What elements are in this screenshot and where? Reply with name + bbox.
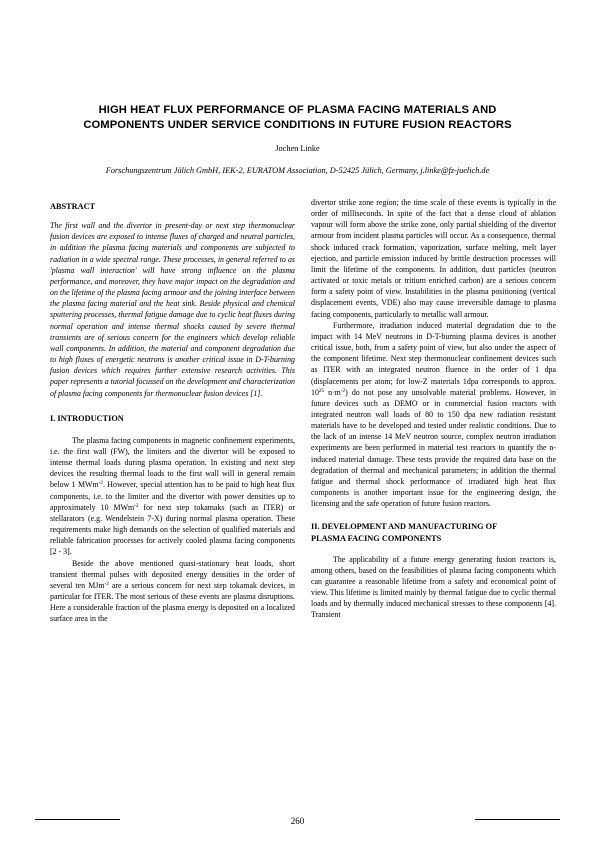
intro-paragraph-2: Beside the above mentioned quasi-stationary heat loads, short transient thermal pulses with deposited energy densities in the order of several ten MJm$^{-2}$ are a serious concern for next step tokamak devices, in particular for ITER. The most serious of these events are plasma disruptions. Here a considerable fraction of the plasma energy is deposited on a localized surface area in the [50,558,295,624]
section-1-heading: I. INTRODUCTION [50,413,124,423]
intro-paragraph-3: divertor strike zone region; the time scale of these events is typically in the order of milliseconds. In spite of the fact that a dense cloud of ablation vapour will form above the strike zone, only partial shielding of the divertor armour from incident plasma particles will occur. As a consequence, thermal shock induced crack formation, vaporization, surface melting, melt layer ejection, and particle emission induced by brittle destruction processes will limit the lifetime of the components. In addition, dust particles (neutron activated or toxic metals or tritium enriched carbon) are a serious concern form a safety point of view. Instabilities in the plasma positioning (vertical displacement events, VDE) also may cause irreversible damage to plasma facing components, particularly to metallic wall armour. [311,198,556,319]
intro-paragraph-1: The plasma facing components in magnetic confinement experiments, i.e. the first wall (FW), the limiters and the divertor will be exposed to intense thermal loads during plasma operation. In existing and next step devices the resulting thermal loads to the first wall will in general remain below 1 MWm$^{-2}$. However, special attention has to be paid to high heat flux components, i.e. to the limiter and the divertor with power densities up to approximately 10 MWm$^{-2}$ for next step tokamaks (such as ITER) or stellarators (e.g. Wendelstein 7-X) during normal plasma operation. These requirements make high demands on the selection of qualified materials and reliable fabrication processes for actively cooled plasma facing components [2 - 3]. [50,435,296,557]
section-2-heading-line-2: PLASMA FACING COMPONENTS [311,533,442,543]
section-2-heading-line-1: II. DEVELOPMENT AND MANUFACTURING OF [311,522,498,532]
right-column [311,197,556,621]
abstract-text: The first wall and the divertor in present-day or next step thermonuclear fusion devices are exposed to intense fluxes of charged and neutral particles, in addition the plasma facing materials and components are subjected to radiation in a wide spectral range. These processes, in general referred to as 'plasma wall interaction' will have strong influence on the plasma performance, and moreover, they have major impact on the degradation and on the lifetime of the plasma facing armour and the joining interface between the plasma facing material and the heat sink. Beside physical and chemical sputtering processes, thermal fatigue damage due to cyclic heat fluxes during normal operation and intense thermal shocks caused by severe thermal transients are of serious concern for the engineers which develop reliable wall components. In addition, the material and component degradation due to high fluxes of energetic neutrons is another critical issue in D-T-burning fusion devices which requires further extensive research activities. This paper represents a tutorial focussed on the development and characterization of plasma facing components for thermonuclear fusion devices [1]. [50,221,295,398]
section-2-paragraph-1: The applicability of a future energy generating fusion reactors is, among others, based on the feasibilities of plasma facing components which can guarantee a reasonable lifetime from a safety and economical point of view. This lifetime is limited mainly by thermal fatigue due to cyclic thermal loads and by thermally induced mechanical stresses to these components [4]. Transient [311,554,556,620]
paper-title [40,103,555,133]
title-line-2: COMPONENTS UNDER SERVICE CONDITIONS IN FUTURE FUSION REACTORS [83,119,512,131]
title-line-1: HIGH HEAT FLUX PERFORMANCE OF PLASMA FACING MATERIALS AND [98,104,497,116]
page-number: 260 [290,816,305,826]
author-name: Jochen Linke [275,144,320,153]
abstract-heading: ABSTRACT [50,202,96,211]
left-column [50,197,295,624]
author-affiliation: Forschungszentrum Jülich GmbH, IEK-2, EURATOM Association, D-52425 Jülich, Germany, j.linke@fz-juelich.de [105,166,490,175]
intro-paragraph-4: Furthermore, irradiation induced material degradation due to the impact with 14 MeV neutrons in D-T-burning plasma devices is another critical issue, both, from a safety point of view, but also under the aspect of the component lifetime. Next step thermonuclear confinement devices such as ITER with an integrated neutron fluence in the order of 1 dpa (displacements per atom; for low-Z materials 1dpa corresponds to approx. $10^{25}$ $n\cdot m^{-2}$) do not pose any unsolvable material problems. However, in future devices such as DEMO or in commercial fusion reactors with integrated neutron wall loads of 80 to 150 dpa new radiation resistant materials have to be developed and tested under realistic conditions. Due to the lack of an intense 14 MeV neutron source, complex neutron irradiation experiments are been performed in material test reactors to quantify the n-induced material damage. These tests provide the required data base on the degradation of thermal and mechanical parameters; in addition the thermal fatigue and thermal shock performance of irradiated high heat flux components is another important issue for the engineering design, the licensing and the safe operation of future fusion reactors. [311,320,556,509]
footer-rule-right [475,819,560,820]
section-2-heading [311,521,556,543]
